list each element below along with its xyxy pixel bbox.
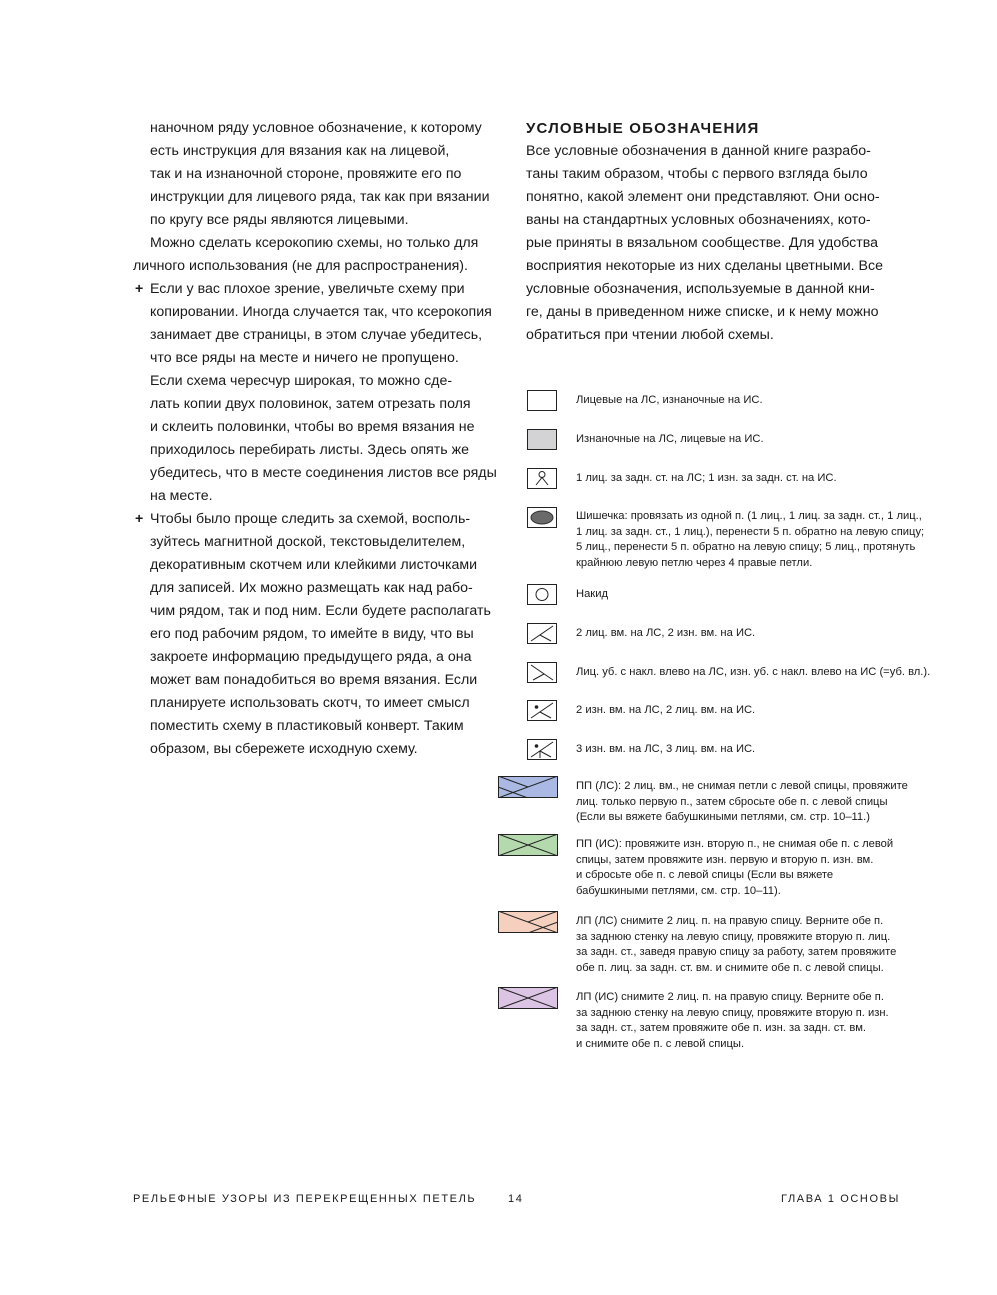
text-line: на месте. [150, 488, 213, 504]
legend-text-line: ПП (ИС): провяжите изн. вторую п., не снимая обе п. с левой [576, 838, 894, 850]
text-line: его под рабочим рядом, то имейте в виду, что вы [150, 626, 474, 642]
text-line: наночном ряду условное обозначение, к которому [150, 120, 482, 136]
legend-text-line: 5 лиц., перенести 5 п. обратно на левую спицу; 5 лиц., протянуть [576, 541, 916, 553]
text-line: и склеить половинки, чтобы во время вязания не [150, 419, 475, 435]
legend-text-line: обе п. лиц. за задн. ст. вм. и снимите обе п. с левой спицы. [576, 961, 884, 974]
text-line: чим рядом, так и под ним. Если будете располагать [150, 603, 491, 619]
bullet-line [133, 508, 513, 531]
text-line: понятно, какой элемент они представляют. Они осно- [526, 189, 880, 205]
text-line: образом, вы сбережете исходную схему. [150, 741, 418, 757]
legend-text-line: ЛП (ИС) снимите 2 лиц. п. на правую спицу. Верните обе п. [576, 991, 884, 1003]
text-line: так и на изнаночной стороне, провяжите его по [150, 166, 462, 182]
text-line: планируете использовать скотч, то имеет смысл [150, 695, 470, 711]
legend-text-line: и сбросьте обе п. с левой спицы (Если вы вяжете [576, 869, 834, 881]
twisted-stitch-icon [527, 468, 557, 489]
bullet-line [133, 278, 513, 301]
bobble-icon [527, 507, 557, 528]
text-line: Все условные обозначения в данной книге разрабо- [526, 143, 871, 159]
right-cross-ws-icon [498, 834, 558, 856]
text-line: ге, даны в приведенном ниже списке, и к нему можно [526, 304, 879, 320]
legend-text-line: 1 лиц. за задн. ст., 1 лиц.), перенести 5 п. обратно на левую спицу; [576, 525, 925, 538]
legend-text-line: бабушкиными петлями, см. стр. 10–11). [576, 884, 781, 897]
text-line: инструкции для лицевого ряда, так как при вязании [150, 189, 490, 205]
right-column [526, 117, 926, 347]
k2tog-icon [527, 623, 557, 644]
legend-text-line: 2 лиц. вм. на ЛС, 2 изн. вм. на ИС. [576, 627, 756, 639]
text-line: Если схема чересчур широкая, то можно сде- [150, 373, 453, 389]
ssk-icon [527, 662, 557, 683]
legend-text-line: 2 изн. вм. на ЛС, 2 лиц. вм. на ИС. [576, 704, 756, 716]
p3tog-icon [527, 739, 557, 760]
footer-chapter: ГЛАВА 1 ОСНОВЫ [781, 1193, 900, 1205]
text-line: обратиться при чтении любой схемы. [526, 327, 774, 343]
legend-text-line: Изнаночные на ЛС, лицевые на ИС. [576, 433, 764, 445]
text-line: занимает две страницы, в этом случае убедитесь, [150, 327, 483, 343]
text-line: условные обозначения, используемые в данной кни- [526, 281, 875, 297]
text-line: для записей. Их можно размещать как над рабо- [150, 580, 473, 596]
legend-text-line: ПП (ЛС): 2 лиц. вм., не снимая петли с левой спицы, провяжите [576, 780, 908, 792]
text-line: таны таким образом, чтобы с первого взгляда было [526, 166, 868, 182]
legend-text-line: лиц. только первую п., затем сбросьте обе п. с левой спицы [576, 795, 888, 808]
legend-text-line: Лиц. уб. с накл. влево на ЛС, изн. уб. с накл. влево на ИС (=уб. вл.). [576, 666, 931, 678]
text-line: по кругу все ряды являются лицевыми. [150, 212, 409, 228]
purl-square-icon [527, 429, 557, 450]
footer-book-title: РЕЛЬЕФНЫЕ УЗОРЫ ИЗ ПЕРЕКРЕЩЕННЫХ ПЕТЕЛЬ [133, 1193, 477, 1205]
text-line: копировании. Иногда случается так, что ксерокопия [150, 304, 492, 320]
text-line: личного использования (не для распространения). [133, 258, 468, 274]
text-line: поместить схему в пластиковый конверт. Таким [150, 718, 464, 734]
legend-text-line: за заднюю стенку на левую спицу, провяжите вторую п. лиц. [576, 930, 891, 943]
left-cross-rs-icon [498, 911, 558, 933]
bullet-plus-icon: + [135, 281, 144, 297]
text-line: приходилось перебирать листы. Здесь опять же [150, 442, 470, 458]
legend-text-line: Накид [576, 588, 608, 600]
legend-text-line: Лицевые на ЛС, изнаночные на ИС. [576, 394, 763, 406]
text-line: закроете информацию предыдущего ряда, а она [150, 649, 472, 665]
legend-text-line: и снимите обе п. с левой спицы. [576, 1037, 745, 1050]
text-line: лать копии двух половинок, затем отрезать поля [150, 396, 471, 412]
text-line: что все ряды на месте и ничего не пропущено. [150, 350, 459, 366]
text-line: убедитесь, что в месте соединения листов все ряды [150, 465, 497, 481]
section-heading: УСЛОВНЫЕ ОБОЗНАЧЕНИЯ [526, 120, 760, 137]
legend-text-line: спицы, затем провяжите изн. первую и вторую п. изн. вм. [576, 853, 874, 866]
legend-text-line: за задн. ст., заведя правую спицу за работу, затем провяжите [576, 946, 897, 958]
legend-text-line: (Если вы вяжете бабушкиными петлями, см. стр. 10–11.) [576, 811, 870, 823]
text-line: ваны на стандартных условных обозначениях, кото- [526, 212, 871, 228]
text-line: может вам понадобиться во время вязания. Если [150, 672, 478, 688]
text-line: рые приняты в вязальном сообществе. Для удобства [526, 235, 879, 251]
right-cross-rs-icon [498, 776, 558, 798]
legend-text-line: крайнюю левую петлю через 4 правые петли. [576, 556, 813, 569]
left-column [133, 117, 513, 761]
knit-square-icon [527, 390, 557, 411]
p2tog-icon [527, 700, 557, 721]
yarn-over-icon [527, 584, 557, 605]
legend-text-line: ЛП (ЛС) снимите 2 лиц. п. на правую спицу. Верните обе п. [576, 915, 884, 927]
text-line: Если у вас плохое зрение, увеличьте схему при [150, 281, 465, 297]
bullet-plus-icon: + [135, 511, 144, 527]
legend-text-line: за задн. ст., затем провяжите обе п. изн. за задн. ст. вм. [576, 1022, 867, 1034]
legend-text-line: 3 изн. вм. на ЛС, 3 лиц. вм. на ИС. [576, 743, 756, 755]
text-line: восприятия некоторые из них сделаны цветными. Все [526, 258, 883, 274]
legend-text-line: за заднюю стенку на левую спицу, провяжите вторую п. изн. [576, 1006, 889, 1019]
text-line: зуйтесь магнитной доской, текстовыделителем, [150, 534, 466, 550]
footer-page-number: 14 [508, 1193, 524, 1205]
left-cross-ws-icon [498, 987, 558, 1009]
text-line: Чтобы было проще следить за схемой, восполь- [150, 511, 471, 527]
legend-text-line: Шишечка: провязать из одной п. (1 лиц., 1 лиц. за задн. ст., 1 лиц., [576, 510, 922, 522]
legend-text-line: 1 лиц. за задн. ст. на ЛС; 1 изн. за задн. ст. на ИС. [576, 472, 837, 484]
text-line: Можно сделать ксерокопию схемы, но только для [150, 235, 479, 251]
text-line: есть инструкция для вязания как на лицевой, [150, 143, 450, 159]
intro-paragraph [526, 140, 926, 347]
text-line: декоративным скотчем или клейкими листочками [150, 557, 478, 573]
